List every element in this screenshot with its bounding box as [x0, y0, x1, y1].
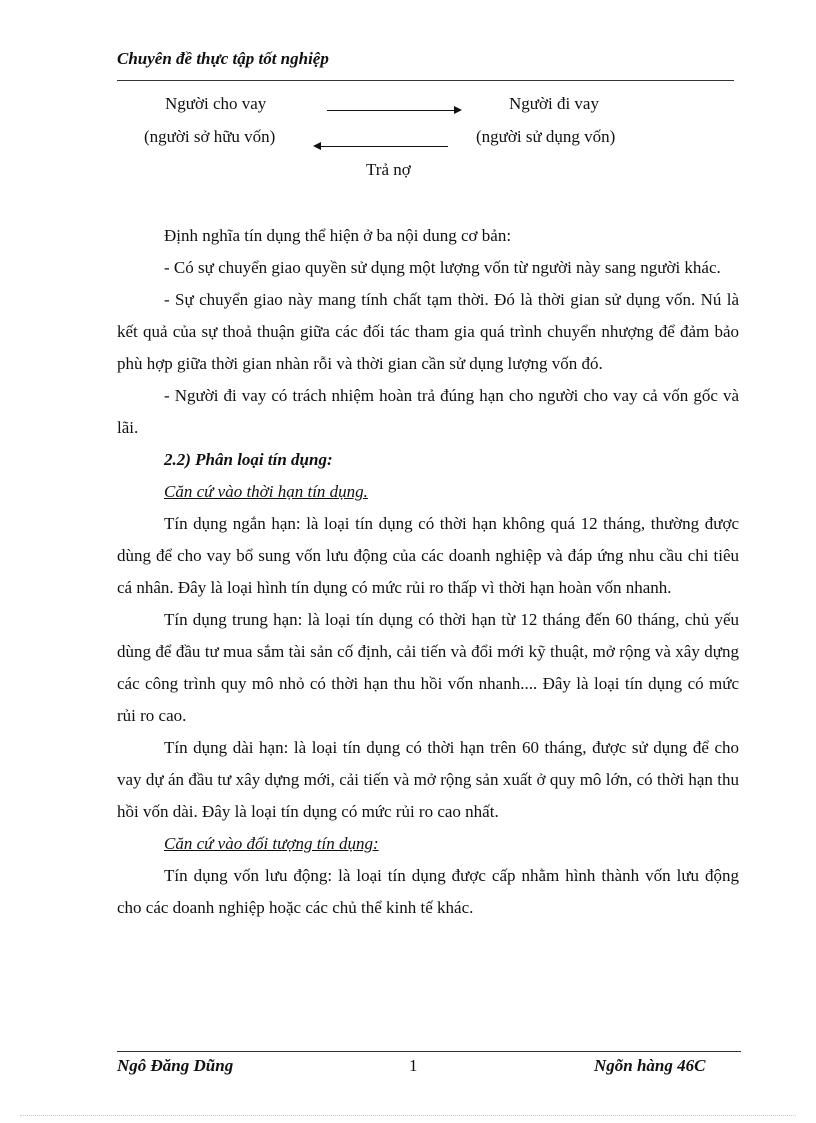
footer-author: Ngô Đăng Dũng: [117, 1056, 234, 1075]
page-number: 1: [409, 1056, 418, 1075]
subheading-by-term: Căn cứ vào thời hạn tín dụng.: [164, 482, 368, 501]
lender-sublabel: (người sở hữu vốn): [144, 127, 276, 146]
working-capital-credit-paragraph: Tín dụng vốn lưu động: là loại tín dụng được cấp nhằm hình thành vốn lưu động cho các doanh nghiệp hoặc các chủ thể kinh tế khác.: [117, 866, 739, 917]
subheading-by-object: Căn cứ vào đối tượng tín dụng:: [164, 834, 379, 853]
document-body: [117, 220, 739, 924]
page-bottom-edge: [20, 1115, 796, 1116]
short-term-credit-paragraph: Tín dụng ngắn hạn: là loại tín dụng có thời hạn không quá 12 tháng, thường được dùng để cho vay bổ sung vốn lưu động của các doanh nghiệp và đáp ứng nhu cầu chi tiêu cá nhân. Đây là loại hình tín dụng có mức rủi ro thấp vì thời hạn hoàn vốn nhanh.: [117, 514, 739, 597]
lend-arrow-right: [327, 110, 460, 111]
footer-divider: [117, 1051, 741, 1052]
medium-term-credit-paragraph: Tín dụng trung hạn: là loại tín dụng có thời hạn từ 12 tháng đến 60 tháng, chủ yếu dùng để đầu tư mua sắm tài sản cố định, cải tiến và đổi mới kỹ thuật, mở rộng và xây dựng các công trình quy mô nhỏ có thời hạn thu hồi vốn nhanh.... Đây là loại tín dụng có mức rủi ro cao.: [117, 610, 739, 725]
definition-point-2: - Sự chuyển giao này mang tính chất tạm thời. Đó là thời gian sử dụng vốn. Nú là kết quả của sự thoả thuận giữa các đối tác tham gia quá trình chuyển nhượng để đảm bảo phù hợp giữa thời gian nhàn rỗi và thời gian cần sử dụng lượng vốn đó.: [117, 290, 739, 373]
long-term-credit-paragraph: Tín dụng dài hạn: là loại tín dụng có thời hạn trên 60 tháng, được sử dụng để cho vay dự án đầu tư xây dựng mới, cải tiến và mở rộng sản xuất ở quy mô lớn, có thời hạn thu hồi vốn dài. Đây là loại tín dụng có mức rủi ro cao nhất.: [117, 738, 739, 821]
footer-class: Ngõn hàng 46C: [594, 1056, 706, 1075]
section-heading: 2.2) Phân loại tín dụng:: [164, 450, 333, 469]
definition-intro: Định nghĩa tín dụng thể hiện ở ba nội dung cơ bản:: [164, 226, 512, 245]
lender-label: Người cho vay: [165, 94, 267, 113]
borrower-sublabel: (người sử dụng vốn): [476, 127, 616, 146]
definition-point-3: - Người đi vay có trách nhiệm hoàn trả đúng hạn cho người cho vay cả vốn gốc và lãi.: [117, 386, 739, 437]
repay-arrow-left: [315, 146, 448, 147]
header-divider: [117, 80, 734, 81]
page-header-title: Chuyên đề thực tập tốt nghiệp: [117, 49, 329, 68]
definition-point-1: - Có sự chuyển giao quyền sử dụng một lượng vốn từ người này sang người khác.: [164, 258, 721, 277]
borrower-label: Người đi vay: [509, 94, 599, 113]
repay-label: Trả nợ: [366, 160, 411, 179]
